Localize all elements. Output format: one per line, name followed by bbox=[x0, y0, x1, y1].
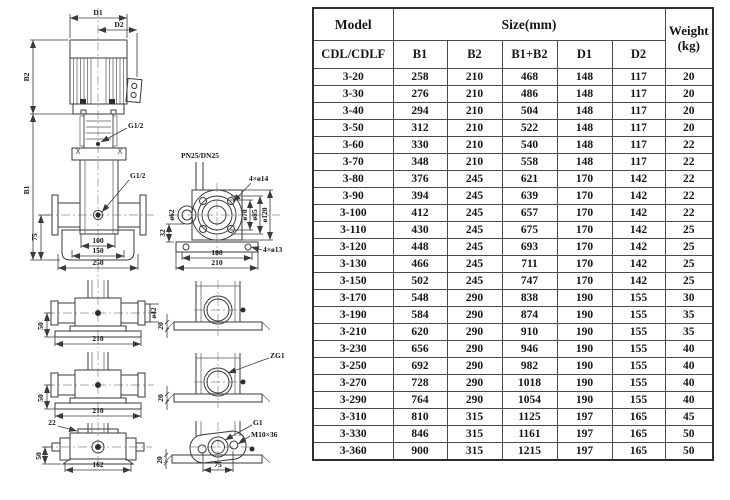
motor-terminal-box bbox=[126, 78, 142, 102]
dim-22-label: 22 bbox=[48, 418, 56, 427]
value-cell: 290 bbox=[447, 341, 502, 358]
table-row bbox=[313, 409, 713, 426]
header-weight-line1: Weight bbox=[668, 22, 709, 38]
value-cell: 142 bbox=[612, 205, 665, 222]
value-cell: 910 bbox=[502, 324, 557, 341]
value-cell: 584 bbox=[393, 307, 447, 324]
value-cell: 142 bbox=[612, 171, 665, 188]
value-cell: 20 bbox=[665, 86, 713, 103]
table-row bbox=[313, 324, 713, 341]
value-cell: 294 bbox=[393, 103, 447, 120]
value-cell: 40 bbox=[665, 341, 713, 358]
model-cell: 3-70 bbox=[313, 154, 393, 171]
value-cell: 692 bbox=[393, 358, 447, 375]
header-weight-line2: (kg) bbox=[677, 37, 700, 53]
table-row bbox=[313, 137, 713, 154]
label-pn25-dn25: PN25/DN25 bbox=[181, 151, 219, 160]
table-header-row-2 bbox=[313, 41, 713, 69]
value-cell: 315 bbox=[447, 443, 502, 461]
value-cell: 376 bbox=[393, 171, 447, 188]
value-cell: 190 bbox=[557, 290, 612, 307]
dim-b2-label: B2 bbox=[22, 72, 31, 82]
value-cell: 40 bbox=[665, 358, 713, 375]
dim-dia42-label: ø42 bbox=[149, 307, 158, 319]
model-cell: 3-20 bbox=[313, 69, 393, 86]
header-b2: B2 bbox=[447, 41, 502, 69]
value-cell: 540 bbox=[502, 137, 557, 154]
value-cell: 170 bbox=[557, 256, 612, 273]
table-row bbox=[313, 103, 713, 120]
value-cell: 117 bbox=[612, 154, 665, 171]
value-cell: 330 bbox=[393, 137, 447, 154]
model-cell: 3-110 bbox=[313, 222, 393, 239]
dim-210-label: 210 bbox=[211, 258, 223, 267]
pump-dimension-drawing bbox=[0, 0, 312, 500]
port-side-view-a bbox=[156, 280, 270, 338]
value-cell: 290 bbox=[447, 392, 502, 409]
model-cell: 3-40 bbox=[313, 103, 393, 120]
value-cell: 210 bbox=[447, 86, 502, 103]
value-cell: 190 bbox=[557, 392, 612, 409]
value-cell: 40 bbox=[665, 375, 713, 392]
value-cell: 315 bbox=[447, 409, 502, 426]
value-cell: 448 bbox=[393, 239, 447, 256]
value-cell: 900 bbox=[393, 443, 447, 461]
value-cell: 430 bbox=[393, 222, 447, 239]
value-cell: 165 bbox=[612, 443, 665, 461]
table-row bbox=[313, 392, 713, 409]
dim-d1-label: D1 bbox=[93, 8, 103, 17]
value-cell: 675 bbox=[502, 222, 557, 239]
value-cell: 117 bbox=[612, 69, 665, 86]
value-cell: 25 bbox=[665, 273, 713, 290]
table-row bbox=[313, 86, 713, 103]
value-cell: 1125 bbox=[502, 409, 557, 426]
model-cell: 3-30 bbox=[313, 86, 393, 103]
value-cell: 155 bbox=[612, 392, 665, 409]
header-b1b2: B1+B2 bbox=[502, 41, 557, 69]
value-cell: 197 bbox=[557, 426, 612, 443]
dim-50-label-b: 50 bbox=[36, 394, 45, 402]
value-cell: 165 bbox=[612, 409, 665, 426]
value-cell: 142 bbox=[612, 239, 665, 256]
value-cell: 290 bbox=[447, 324, 502, 341]
value-cell: 142 bbox=[612, 256, 665, 273]
base-front-view-b bbox=[36, 351, 154, 420]
label-g12-top: G1/2 bbox=[128, 121, 144, 130]
dim-210-label-a: 210 bbox=[92, 334, 104, 343]
value-cell: 620 bbox=[393, 324, 447, 341]
port-side-view-b bbox=[156, 351, 285, 410]
label-g12-mid: G1/2 bbox=[130, 171, 146, 180]
value-cell: 148 bbox=[557, 137, 612, 154]
value-cell: 50 bbox=[665, 426, 713, 443]
value-cell: 142 bbox=[612, 188, 665, 205]
value-cell: 290 bbox=[447, 307, 502, 324]
table-row bbox=[313, 188, 713, 205]
dim-150-label: 150 bbox=[92, 246, 104, 255]
value-cell: 394 bbox=[393, 188, 447, 205]
table-row bbox=[313, 443, 713, 461]
value-cell: 621 bbox=[502, 171, 557, 188]
base-front-view-c bbox=[34, 418, 152, 472]
value-cell: 245 bbox=[447, 273, 502, 290]
value-cell: 245 bbox=[447, 256, 502, 273]
value-cell: 45 bbox=[665, 409, 713, 426]
dim-20-label-a: 20 bbox=[156, 322, 165, 330]
model-cell: 3-100 bbox=[313, 205, 393, 222]
model-cell: 3-330 bbox=[313, 426, 393, 443]
value-cell: 558 bbox=[502, 154, 557, 171]
value-cell: 210 bbox=[447, 137, 502, 154]
size-table bbox=[312, 7, 714, 461]
dim-50-label-c: 50 bbox=[34, 452, 43, 460]
model-cell: 3-190 bbox=[313, 307, 393, 324]
value-cell: 245 bbox=[447, 171, 502, 188]
value-cell: 190 bbox=[557, 341, 612, 358]
table-header-row-1 bbox=[313, 8, 713, 41]
dim-210-label-b: 210 bbox=[92, 406, 104, 415]
value-cell: 1054 bbox=[502, 392, 557, 409]
value-cell: 190 bbox=[557, 358, 612, 375]
value-cell: 348 bbox=[393, 154, 447, 171]
dim-d2-label: D2 bbox=[114, 20, 124, 29]
value-cell: 290 bbox=[447, 358, 502, 375]
size-table-body bbox=[313, 69, 713, 461]
value-cell: 190 bbox=[557, 307, 612, 324]
value-cell: 170 bbox=[557, 273, 612, 290]
value-cell: 466 bbox=[393, 256, 447, 273]
model-cell: 3-230 bbox=[313, 341, 393, 358]
value-cell: 290 bbox=[447, 290, 502, 307]
dim-dia70-label: ø70 bbox=[240, 209, 249, 221]
dim-180-label: 180 bbox=[211, 248, 223, 257]
value-cell: 245 bbox=[447, 239, 502, 256]
value-cell: 657 bbox=[502, 205, 557, 222]
table-row bbox=[313, 205, 713, 222]
header-size-group: Size(mm) bbox=[393, 8, 665, 41]
dim-50-label-a: 50 bbox=[36, 322, 45, 330]
table-row bbox=[313, 307, 713, 324]
pump-front-view bbox=[22, 8, 154, 278]
value-cell: 747 bbox=[502, 273, 557, 290]
value-cell: 25 bbox=[665, 222, 713, 239]
value-cell: 170 bbox=[557, 222, 612, 239]
table-row bbox=[313, 358, 713, 375]
model-cell: 3-150 bbox=[313, 273, 393, 290]
dim-32-label: 32 bbox=[158, 229, 167, 237]
value-cell: 117 bbox=[612, 86, 665, 103]
value-cell: 50 bbox=[665, 443, 713, 461]
value-cell: 22 bbox=[665, 154, 713, 171]
value-cell: 22 bbox=[665, 188, 713, 205]
label-zg1: ZG1 bbox=[270, 351, 285, 360]
dim-20-label-c: 20 bbox=[155, 456, 164, 464]
header-weight bbox=[665, 8, 713, 69]
value-cell: 810 bbox=[393, 409, 447, 426]
value-cell: 142 bbox=[612, 273, 665, 290]
value-cell: 656 bbox=[393, 341, 447, 358]
value-cell: 197 bbox=[557, 409, 612, 426]
model-cell: 3-80 bbox=[313, 171, 393, 188]
dim-162-label: 162 bbox=[92, 460, 104, 469]
value-cell: 148 bbox=[557, 120, 612, 137]
value-cell: 155 bbox=[612, 375, 665, 392]
value-cell: 210 bbox=[447, 120, 502, 137]
value-cell: 25 bbox=[665, 239, 713, 256]
model-cell: 3-170 bbox=[313, 290, 393, 307]
value-cell: 210 bbox=[447, 154, 502, 171]
table-row bbox=[313, 256, 713, 273]
model-cell: 3-270 bbox=[313, 375, 393, 392]
label-4xd14: 4×ø14 bbox=[249, 174, 269, 183]
value-cell: 170 bbox=[557, 239, 612, 256]
model-cell: 3-130 bbox=[313, 256, 393, 273]
table-row bbox=[313, 290, 713, 307]
value-cell: 30 bbox=[665, 290, 713, 307]
value-cell: 155 bbox=[612, 324, 665, 341]
value-cell: 170 bbox=[557, 205, 612, 222]
model-cell: 3-90 bbox=[313, 188, 393, 205]
value-cell: 170 bbox=[557, 188, 612, 205]
value-cell: 148 bbox=[557, 69, 612, 86]
table-row bbox=[313, 375, 713, 392]
table-row bbox=[313, 341, 713, 358]
value-cell: 170 bbox=[557, 171, 612, 188]
value-cell: 190 bbox=[557, 324, 612, 341]
model-cell: 3-60 bbox=[313, 137, 393, 154]
value-cell: 20 bbox=[665, 69, 713, 86]
label-g1: G1 bbox=[253, 418, 263, 427]
header-model-sub: CDL/CDLF bbox=[313, 41, 393, 69]
label-4xd13: 4×ø13 bbox=[263, 245, 283, 254]
base-front-view-a bbox=[36, 279, 159, 348]
value-cell: 35 bbox=[665, 324, 713, 341]
value-cell: 711 bbox=[502, 256, 557, 273]
header-d1: D1 bbox=[557, 41, 612, 69]
value-cell: 190 bbox=[557, 375, 612, 392]
value-cell: 35 bbox=[665, 307, 713, 324]
table-row bbox=[313, 120, 713, 137]
model-cell: 3-290 bbox=[313, 392, 393, 409]
value-cell: 548 bbox=[393, 290, 447, 307]
value-cell: 846 bbox=[393, 426, 447, 443]
value-cell: 155 bbox=[612, 290, 665, 307]
value-cell: 728 bbox=[393, 375, 447, 392]
label-m10x36: M10×36 bbox=[251, 430, 278, 439]
value-cell: 148 bbox=[557, 86, 612, 103]
value-cell: 504 bbox=[502, 103, 557, 120]
flange-top-view bbox=[158, 151, 283, 270]
dim-b1-label: B1 bbox=[22, 185, 31, 195]
value-cell: 20 bbox=[665, 120, 713, 137]
table-row bbox=[313, 273, 713, 290]
value-cell: 764 bbox=[393, 392, 447, 409]
value-cell: 874 bbox=[502, 307, 557, 324]
value-cell: 1215 bbox=[502, 443, 557, 461]
table-row bbox=[313, 222, 713, 239]
value-cell: 117 bbox=[612, 137, 665, 154]
value-cell: 155 bbox=[612, 341, 665, 358]
value-cell: 40 bbox=[665, 392, 713, 409]
value-cell: 486 bbox=[502, 86, 557, 103]
value-cell: 165 bbox=[612, 426, 665, 443]
size-table-container bbox=[312, 7, 714, 461]
value-cell: 245 bbox=[447, 222, 502, 239]
value-cell: 1018 bbox=[502, 375, 557, 392]
value-cell: 982 bbox=[502, 358, 557, 375]
dim-100-label: 100 bbox=[92, 236, 104, 245]
model-cell: 3-310 bbox=[313, 409, 393, 426]
value-cell: 148 bbox=[557, 154, 612, 171]
value-cell: 946 bbox=[502, 341, 557, 358]
value-cell: 468 bbox=[502, 69, 557, 86]
dim-dia120-label: ø120 bbox=[260, 207, 269, 223]
header-model: Model bbox=[313, 8, 393, 41]
value-cell: 290 bbox=[447, 375, 502, 392]
table-row bbox=[313, 171, 713, 188]
value-cell: 693 bbox=[502, 239, 557, 256]
value-cell: 245 bbox=[447, 205, 502, 222]
value-cell: 210 bbox=[447, 103, 502, 120]
port-side-view-c bbox=[155, 418, 278, 472]
value-cell: 210 bbox=[447, 69, 502, 86]
value-cell: 117 bbox=[612, 103, 665, 120]
table-row bbox=[313, 69, 713, 86]
dim-250-label: 250 bbox=[92, 258, 104, 267]
dim-20-label-b: 20 bbox=[156, 394, 165, 402]
value-cell: 117 bbox=[612, 120, 665, 137]
table-row bbox=[313, 154, 713, 171]
table-row bbox=[313, 239, 713, 256]
value-cell: 502 bbox=[393, 273, 447, 290]
value-cell: 276 bbox=[393, 86, 447, 103]
value-cell: 245 bbox=[447, 188, 502, 205]
value-cell: 412 bbox=[393, 205, 447, 222]
dim-75-label-c: 75 bbox=[214, 460, 222, 469]
model-cell: 3-250 bbox=[313, 358, 393, 375]
value-cell: 639 bbox=[502, 188, 557, 205]
value-cell: 258 bbox=[393, 69, 447, 86]
value-cell: 22 bbox=[665, 205, 713, 222]
value-cell: 1161 bbox=[502, 426, 557, 443]
value-cell: 197 bbox=[557, 443, 612, 461]
model-cell: 3-120 bbox=[313, 239, 393, 256]
value-cell: 25 bbox=[665, 256, 713, 273]
model-cell: 3-50 bbox=[313, 120, 393, 137]
value-cell: 22 bbox=[665, 171, 713, 188]
value-cell: 312 bbox=[393, 120, 447, 137]
value-cell: 148 bbox=[557, 103, 612, 120]
value-cell: 838 bbox=[502, 290, 557, 307]
dim-dia62-label: ø62 bbox=[167, 209, 176, 221]
value-cell: 155 bbox=[612, 358, 665, 375]
value-cell: 315 bbox=[447, 426, 502, 443]
dim-dia85-label: ø85 bbox=[250, 209, 259, 221]
value-cell: 142 bbox=[612, 222, 665, 239]
value-cell: 155 bbox=[612, 307, 665, 324]
dim-75-label: 75 bbox=[30, 233, 39, 241]
table-row bbox=[313, 426, 713, 443]
value-cell: 22 bbox=[665, 137, 713, 154]
header-d2: D2 bbox=[612, 41, 665, 69]
value-cell: 20 bbox=[665, 103, 713, 120]
value-cell: 522 bbox=[502, 120, 557, 137]
model-cell: 3-360 bbox=[313, 443, 393, 461]
model-cell: 3-210 bbox=[313, 324, 393, 341]
header-b1: B1 bbox=[393, 41, 447, 69]
